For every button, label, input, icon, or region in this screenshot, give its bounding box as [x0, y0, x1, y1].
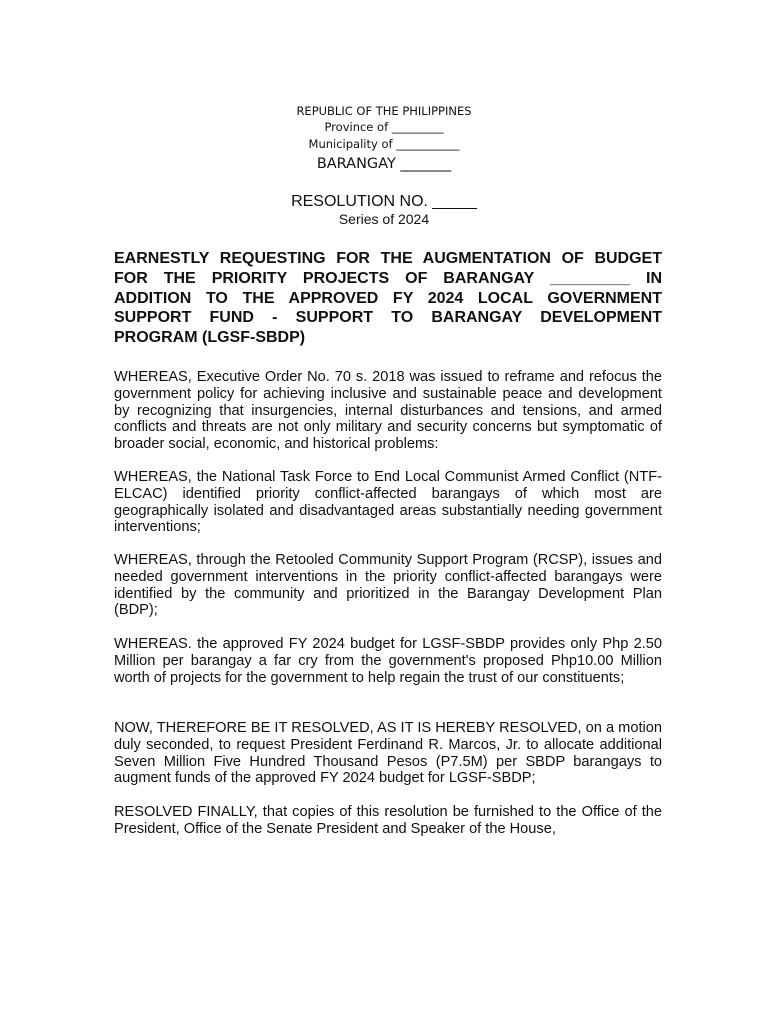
resolved-paragraph: NOW, THEREFORE BE IT RESOLVED, AS IT IS HEREBY RESOLVED, on a motion duly seconded, to request President Ferdinand R. Marcos, Jr. to allocate additional Seven Million Five Hundred Thousand Pesos (P7.5M) per SBDP barangays to augment funds of the approved FY 2024 budget for LGSF-SBDP;	[114, 720, 662, 787]
whereas-paragraph-1: WHEREAS, Executive Order No. 70 s. 2018 was issued to reframe and refocus the government policy for achieving inclusive and sustainable peace and development by recognizing that insurgencies, internal disturbances and tensions, and armed conflicts and threats are not only military and security concerns but symptomatic of broader social, economic, and historical problems:	[114, 369, 662, 453]
header-barangay: BARANGAY _______	[316, 156, 452, 172]
whereas-paragraph-3: WHEREAS, through the Retooled Community Support Program (RCSP), issues and needed government interventions in the priority conflict-affected barangays were identified by the community and prioritized in the Barangay Development Plan (BDP);	[114, 552, 662, 619]
header-municipality: Municipality of ___________	[308, 137, 460, 151]
resolution-number: RESOLUTION NO. _____	[291, 193, 477, 210]
resolved-finally-paragraph: RESOLVED FINALLY, that copies of this resolution be furnished to the Office of the President, Office of the Senate President and Speaker of the House,	[114, 804, 662, 837]
header-province: Province of _________	[324, 120, 444, 134]
resolution-title: EARNESTLY REQUESTING FOR THE AUGMENTATION OF BUDGET FOR THE PRIORITY PROJECTS OF BARANGAY _________ IN ADDITION TO THE APPROVED FY 2024 LOCAL GOVERNMENT SUPPORT FUND - SUPPORT TO BARANGAY DEVELOPMENT PROGRAM (LGSF-SBDP)	[114, 250, 662, 347]
resolution-series: Series of 2024	[338, 211, 430, 227]
whereas-paragraph-4: WHEREAS. the approved FY 2024 budget for LGSF-SBDP provides only Php 2.50 Million per barangay a far cry from the government's proposed Php10.00 Million worth of projects for the government to help regain the trust of our constituents;	[114, 636, 662, 686]
whereas-paragraph-2: WHEREAS, the National Task Force to End Local Communist Armed Conflict (NTF-ELCAC) identified priority conflict-affected barangays of which most are geographically isolated and disadvantaged areas substantially needing government interventions;	[114, 469, 662, 536]
header-republic: REPUBLIC OF THE PHILIPPINES	[296, 104, 472, 118]
